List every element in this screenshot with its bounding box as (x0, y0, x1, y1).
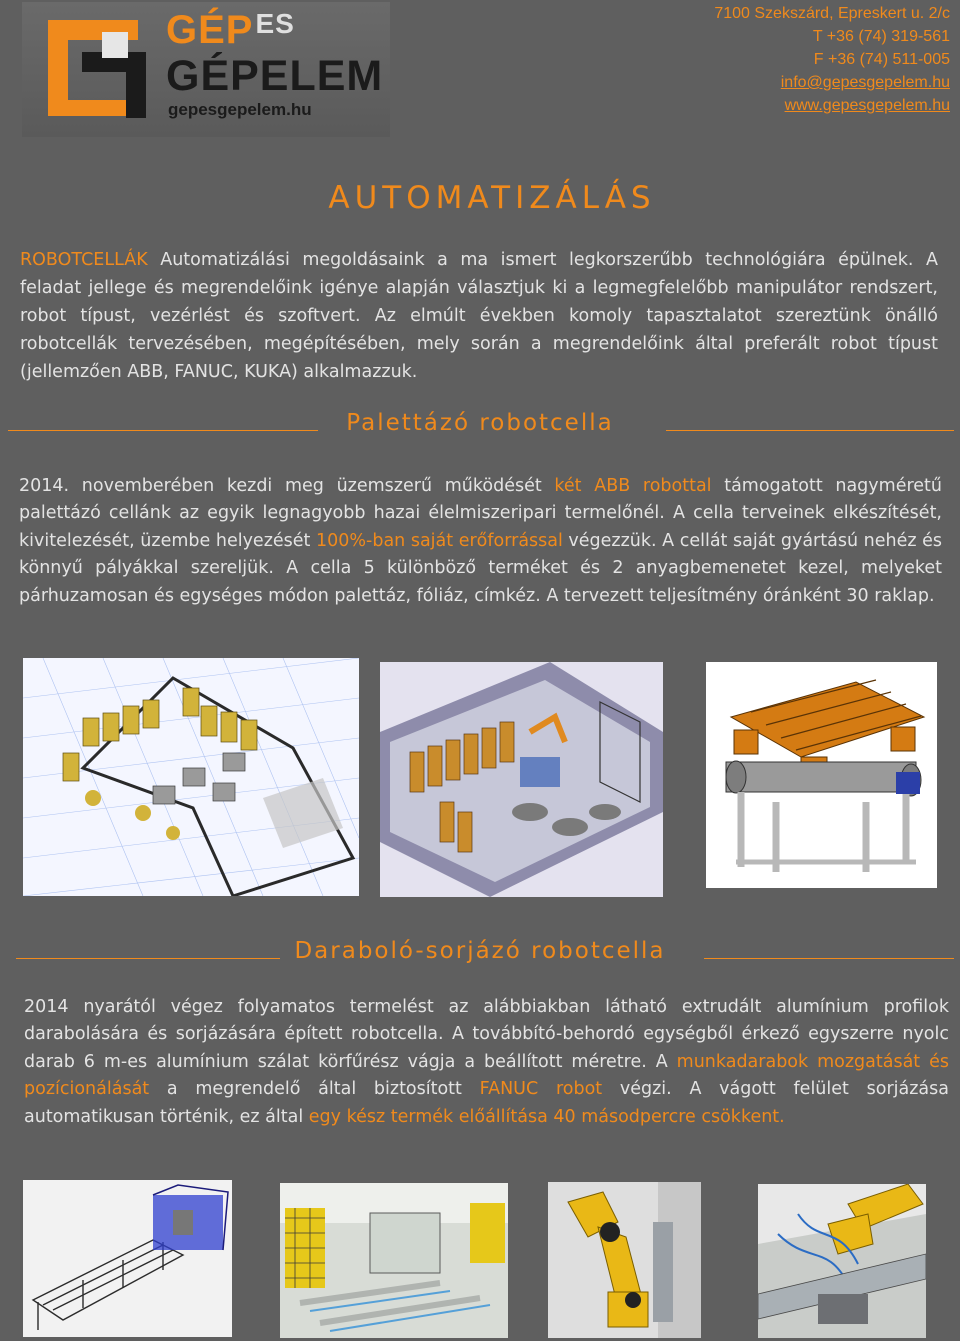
darabolo-highlight-3: egy kész termék előállítása 40 másodpercre csökkent. (308, 1106, 785, 1127)
contact-address: 7100 Szekszárd, Epreskert u. 2/c (714, 5, 950, 22)
palettazo-highlight-1: két ABB robottal (554, 476, 712, 496)
contact-info (714, 2, 950, 117)
intro-paragraph (20, 246, 938, 386)
logo-url: gepesgepelem.hu (168, 100, 312, 119)
company-logo (22, 2, 390, 137)
contact-fax: F +36 (74) 511-005 (813, 51, 950, 68)
deburring-robot-image (758, 1184, 926, 1338)
logo-mark-icon (42, 14, 152, 122)
darabolo-paragraph (24, 994, 949, 1131)
section-palettazo-header (0, 410, 960, 450)
palettazo-text-2: támogatott nagyméretű palettázó cellánk az egyik legnagyobb hazai élelmiszeripari termelőnél. A cella terveinek elkészítését, kivitelezését, üzembe helyezését (19, 476, 942, 551)
palettazo-text-1: 2014. novemberében kezdi meg üzemszerű működését (19, 476, 555, 496)
fanuc-robot-image (548, 1182, 701, 1338)
logo-word-gepes: $GÉP^{ES}$ (166, 8, 295, 52)
page-title: AUTOMATIZÁLÁS (328, 180, 656, 216)
pallet-conveyor-image (706, 662, 937, 888)
palettazo-paragraph (19, 473, 942, 610)
darabolo-workshop-image (280, 1183, 508, 1338)
section-darabolo-header (0, 938, 960, 978)
palettazo-text-3: végezzük. A cellát saját gyártású nehéz és könnyű pályákkal szereljük. A cella 5 különböző terméket és 2 anyagbemenetet kezel, melyeket párhuzamosan és egységes módon palettáz, fóliáz, címkéz. A tervezett teljesítmény óránként 30 raklap. (19, 530, 942, 606)
darabolo-cell-3d-image (23, 1180, 232, 1337)
palettazo-cell-layout-image (23, 658, 359, 896)
darabolo-highlight-1: munkadarabok mozgatását és pozícionálását (24, 1051, 949, 1100)
section-palettazo-heading: Palettázó robotcella (346, 410, 614, 436)
palettazo-cell-3d-image (380, 662, 663, 897)
heading-rule-right (666, 430, 954, 431)
contact-website-link[interactable]: www.gepesgepelem.hu (784, 97, 950, 114)
contact-phone: T +36 (74) 319-561 (812, 28, 950, 45)
palettazo-highlight-2: 100%-ban saját erőforrással (315, 530, 563, 551)
heading-rule-right (704, 958, 954, 959)
section-darabolo-heading: Daraboló-sorjázó robotcella (294, 938, 666, 964)
intro-lead: ROBOTCELLÁK (20, 250, 148, 270)
logo-word-gepelem: GÉPELEM (166, 52, 384, 100)
darabolo-text-1: 2014 nyarától végez folyamatos termelést az alábbiakban látható extrudált alumínium profilok darabolására és sorjázására épített robotcella. A továbbító-behordó egységből érkező egyszerre nyolc darab 6 m-es alumínium szálat körfűrész vágja a beállított méretre. A (24, 997, 949, 1072)
contact-email-link[interactable]: info@gepesgepelem.hu (780, 74, 950, 91)
darabolo-text-3: végzi. A vágott felület sorjázása automatikusan történik, ez által (24, 1079, 949, 1127)
intro-text: Automatizálási megoldásaink a ma ismert legkorszerűbb technológiára épülnek. A feladat jellege és megrendelőink igénye alapján választjuk ki a legmegfelelőbb manipulátor rendszert, robot típust, vezérlést és szoftvert. Az elmúlt években komoly tapasztalatot szereztünk önálló robotcellák tervezésében, megépítésében, mely során a megrendelőink által preferált robot típust (jellemzően ABB, FANUC, KUKA) alkalmazzuk. (20, 250, 938, 382)
darabolo-highlight-2: FANUC robot (479, 1079, 603, 1100)
darabolo-text-2: a megrendelő által biztosított (149, 1079, 480, 1100)
